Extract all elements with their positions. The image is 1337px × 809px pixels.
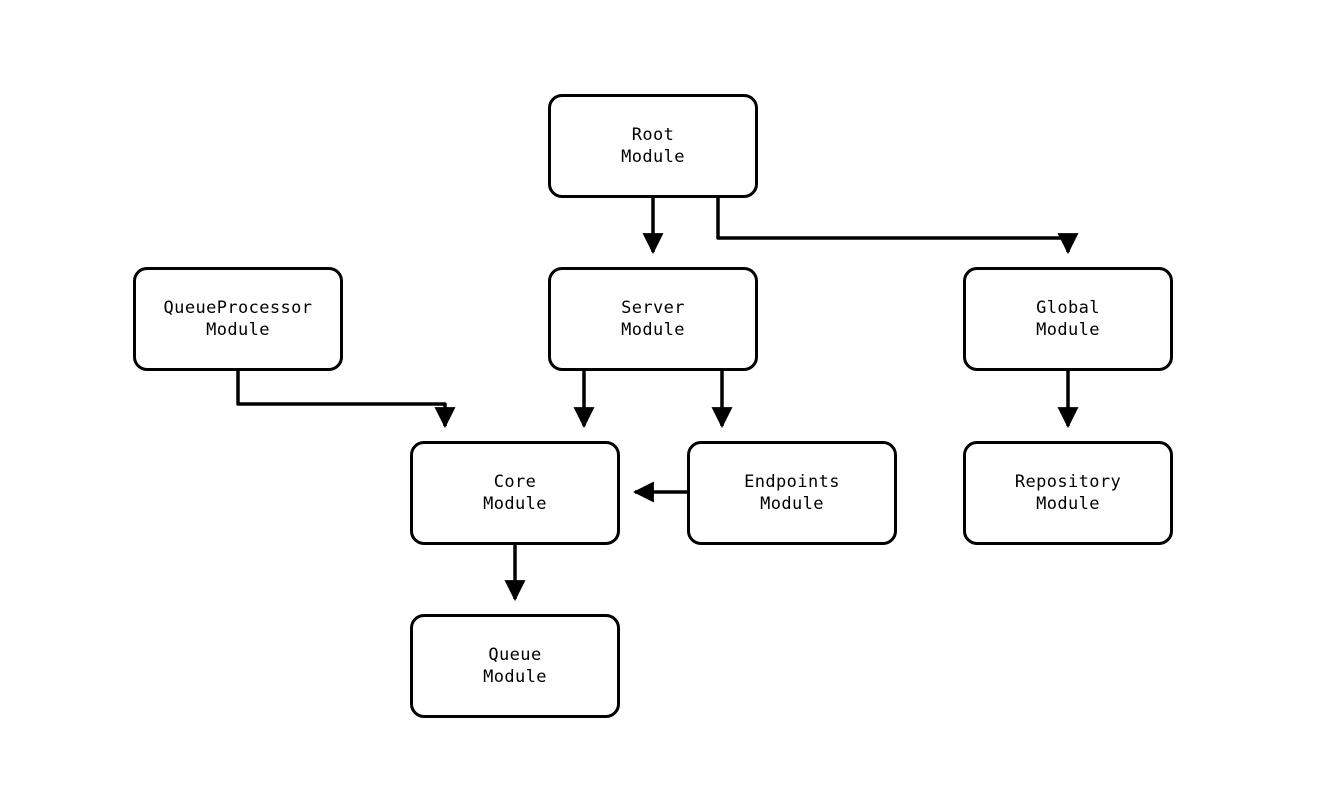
edge-queueprocessor-to-core — [238, 371, 445, 426]
node-endpoints-module-line2: Module — [760, 494, 824, 514]
node-server-module-line1: Server — [621, 298, 685, 318]
node-endpoints-module-line1: Endpoints — [744, 472, 840, 492]
node-endpoints-module[interactable] — [687, 441, 897, 545]
node-repository-module-line1: Repository — [1014, 472, 1122, 492]
node-core-module[interactable] — [410, 441, 620, 545]
node-repository-module-line2: Module — [1036, 494, 1100, 514]
node-queue-module-line1: Queue — [488, 645, 542, 665]
node-queueprocessor-module-line2: Module — [206, 320, 270, 340]
node-root-module-line2: Module — [621, 147, 685, 167]
node-server-module-line2: Module — [621, 320, 685, 340]
node-queueprocessor-module[interactable] — [133, 267, 343, 371]
node-queue-module[interactable] — [410, 614, 620, 718]
node-global-module[interactable] — [963, 267, 1173, 371]
node-server-module[interactable] — [548, 267, 758, 371]
node-global-module-line2: Module — [1036, 320, 1100, 340]
node-core-module-line1: Core — [493, 472, 537, 492]
node-queueprocessor-module-line1: QueueProcessor — [163, 298, 313, 318]
node-root-module[interactable] — [548, 94, 758, 198]
node-global-module-line1: Global — [1036, 298, 1100, 318]
edge-root-to-global — [718, 198, 1068, 252]
node-repository-module[interactable] — [963, 441, 1173, 545]
node-queue-module-line2: Module — [483, 667, 547, 687]
node-core-module-line2: Module — [483, 494, 547, 514]
node-root-module-line1: Root — [631, 125, 675, 145]
